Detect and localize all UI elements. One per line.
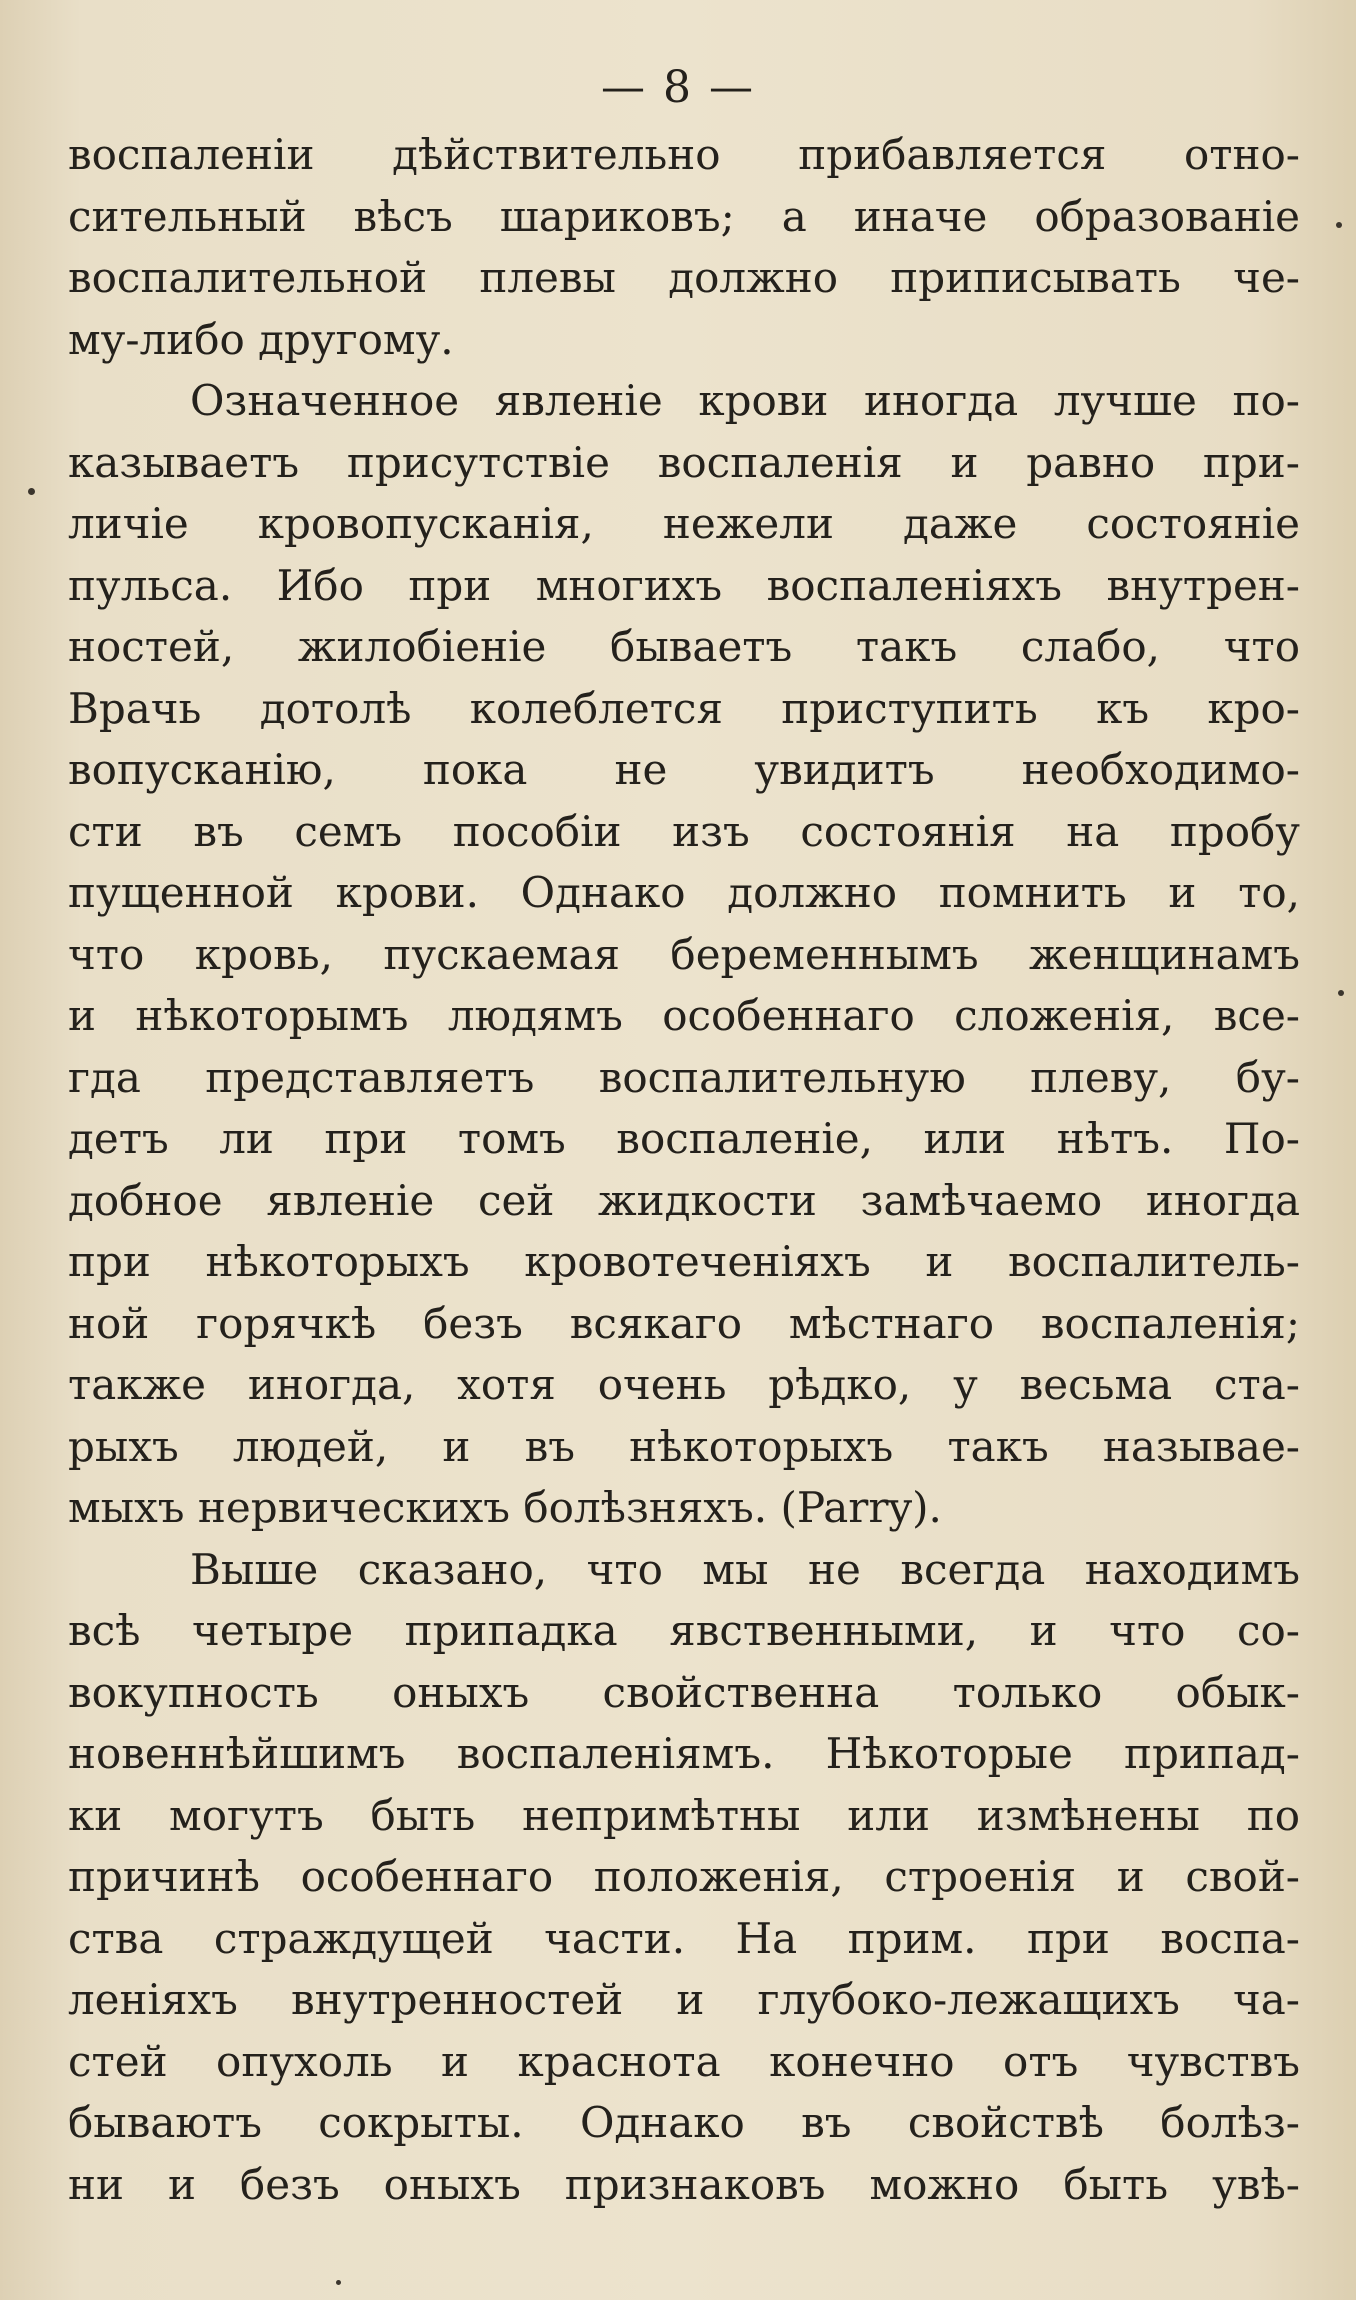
text-line: стей опухоль и краснота конечно отъ чувствъ <box>68 2036 1300 2086</box>
text-line: ства страждущей части. На прим. при воспа- <box>68 1913 1300 1963</box>
ink-spot <box>336 2280 341 2285</box>
text-line: вопусканію, пока не увидитъ необходимо- <box>68 745 1300 794</box>
text-line: Выше сказано, что мы не всегда находимъ <box>190 1544 1300 1594</box>
text-line: Означенное явленіе крови иногда лучше по- <box>190 376 1300 425</box>
text-line: детъ ли при томъ воспаленіе, или нѣтъ. По- <box>68 1114 1300 1163</box>
ink-spot <box>1338 990 1344 996</box>
text-line: при нѣкоторыхъ кровотеченіяхъ и воспалитель- <box>68 1237 1300 1286</box>
text-line: сти въ семъ пособіи изъ состоянія на пробу <box>68 806 1300 856</box>
text-line: всѣ четыре припадка явственными, и что со- <box>68 1606 1300 1655</box>
text-line: что кровь, пускаемая беременнымъ женщинамъ <box>68 929 1300 979</box>
text-line: му-либо другому. <box>68 314 454 364</box>
text-line: также иногда, хотя очень рѣдко, у весьма ста- <box>68 1360 1300 1409</box>
text-line: сительный вѣсъ шариковъ; а иначе образованіе <box>68 191 1300 241</box>
text-line: гда представляетъ воспалительную плеву, бу- <box>68 1052 1300 1102</box>
text-line: рыхъ людей, и въ нѣкоторыхъ такъ называе- <box>68 1421 1300 1471</box>
text-line: вокупность оныхъ свойственна только обык- <box>68 1667 1300 1717</box>
text-line: добное явленіе сей жидкости замѣчаемо иногда <box>68 1175 1300 1225</box>
page-number: — 8 — <box>601 62 755 113</box>
text-line: ки могутъ быть непримѣтны или измѣнены по <box>68 1790 1300 1840</box>
text-line: леніяхъ внутренностей и глубоко-лежащихъ ча- <box>68 1975 1300 2024</box>
text-line: новеннѣйшимъ воспаленіямъ. Нѣкоторые припад- <box>68 1729 1300 1778</box>
text-line: ной горячкѣ безъ всякаго мѣстнаго воспаленія; <box>68 1298 1300 1348</box>
text-line: личіе кровопусканія, нежели даже состояніе <box>68 499 1300 548</box>
text-line: ни и безъ оныхъ признаковъ можно быть увѣ- <box>68 2159 1300 2209</box>
text-line: пущенной крови. Однако должно помнить и то, <box>68 868 1300 917</box>
text-line: Врачь дотолѣ колеблется приступить къ кро- <box>68 683 1300 733</box>
text-line: бываютъ сокрыты. Однако въ свойствѣ болѣз- <box>68 2098 1300 2147</box>
text-line: причинѣ особеннаго положенія, строенія и свой- <box>68 1852 1300 1901</box>
ink-spot <box>28 488 35 495</box>
text-line: и нѣкоторымъ людямъ особеннаго сложенія, все- <box>68 991 1300 1040</box>
text-line: пульса. Ибо при многихъ воспаленіяхъ внутрен- <box>68 560 1300 610</box>
ink-spot <box>1336 222 1342 228</box>
text-line: воспалительной плевы должно приписывать че- <box>68 253 1300 302</box>
text-line: ностей, жилобіеніе бываетъ такъ слабо, что <box>68 622 1300 671</box>
text-line: казываетъ присутствіе воспаленія и равно при- <box>68 437 1300 487</box>
body-text <box>68 124 1300 2215</box>
text-line: воспаленіи дѣйствительно прибавляется отно- <box>68 130 1300 179</box>
text-line: мыхъ нервическихъ болѣзняхъ. (Parry). <box>68 1483 942 1532</box>
